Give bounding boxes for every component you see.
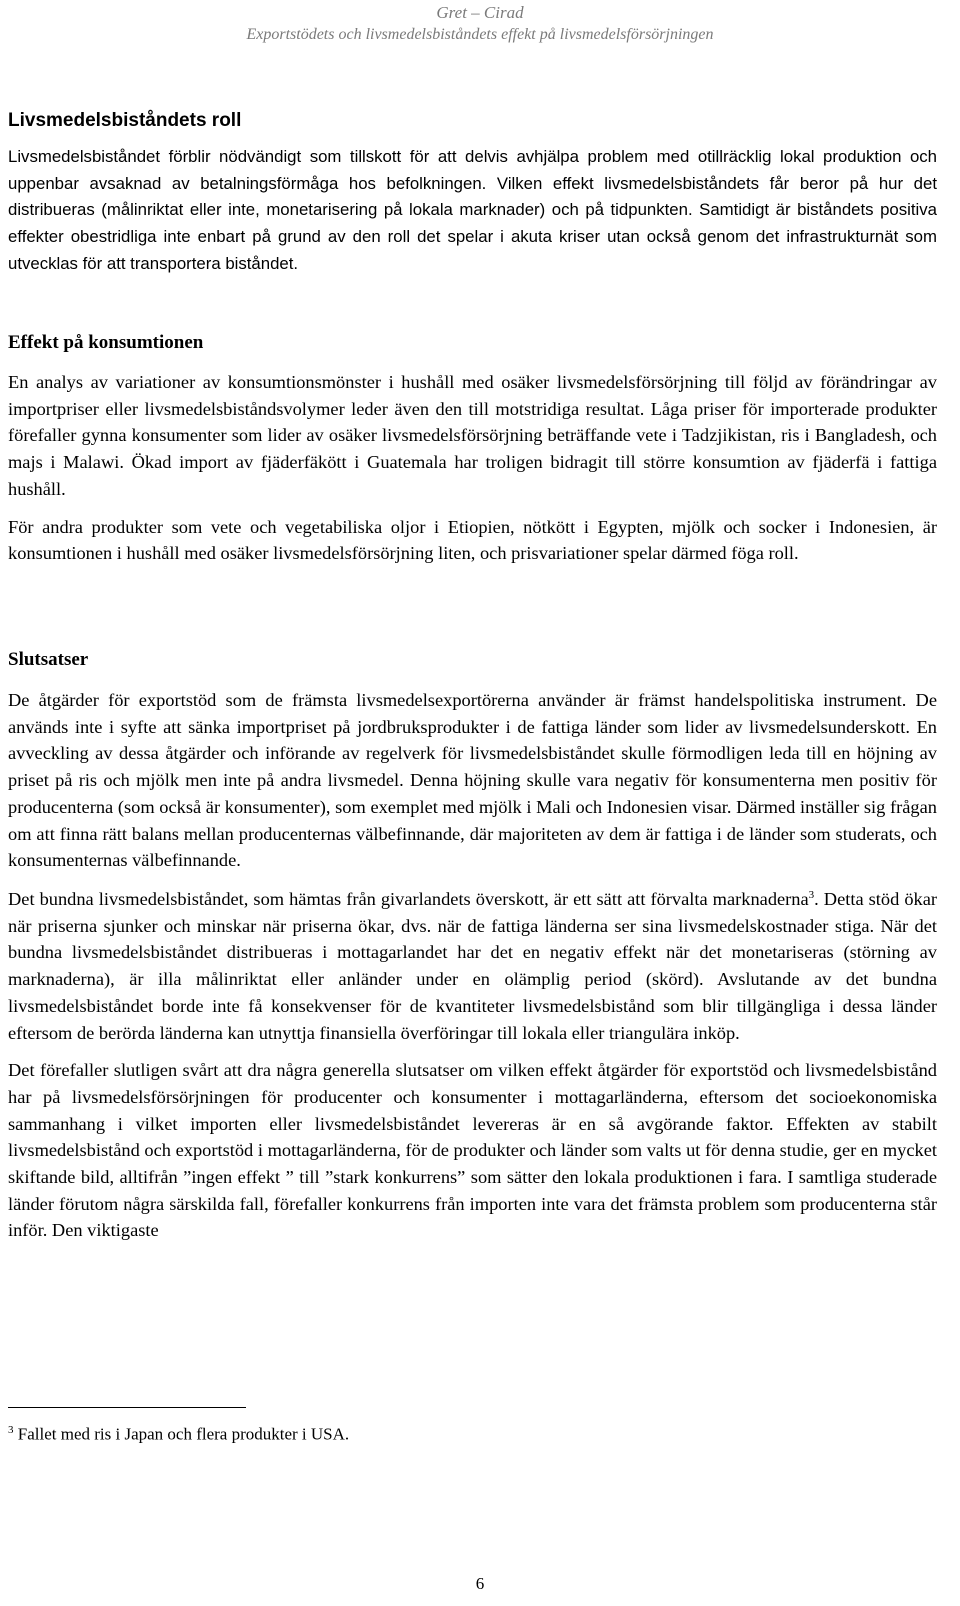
footnote-text: Fallet med ris i Japan och flera produkter i USA. bbox=[17, 1424, 350, 1444]
section-heading: Livsmedelsbiståndets roll bbox=[8, 110, 242, 131]
paragraph: De åtgärder för exportstöd som de främsta livsmedelsexportörerna använder är främst handelspolitiska instrument. De används inte i syfte att sänka importpriset på jordbruksprodukter i de fattiga länder som lider av livsmedelsunderskott. En avveckling av dessa åtgärder och införande av regelverk för livsmedelsbiståndet skulle förmodligen leda till en höjning av priset på ris och mjölk men inte på andra livsmedel. Denna höjning skulle vara negativ för konsumenterna men positiv för producenterna (som också är konsumenter), som exemplet med mjölk i Mali och Indonesien visar. Därmed inställer sig frågan om att finna rätt balans mellan producenternas välbefinnande, där majoriteten av dem är fattiga i de länder som studerats, och konsumenternas välbefinnande. bbox=[8, 690, 937, 871]
section-heading: Effekt på konsumtionen bbox=[8, 332, 204, 353]
paragraph bbox=[8, 882, 937, 1046]
footnote-reference: 3 bbox=[808, 888, 815, 901]
paragraph: Livsmedelsbiståndet förblir nödvändigt som tillskott för att delvis avhjälpa problem med otillräcklig lokal produktion och uppenbar avsaknad av betalningsförmåga hos befolkningen. Vilken effekt livsmedelsbiståndets får beror på hur det distribueras (målinriktat eller inte, monetarisering på lokala marknader) och på tidpunkten. Samtidigt är biståndets positiva effekter obestridliga inte enbart på grund av den roll det spelar i akuta kriser utan också genom det infrastrukturnät som utvecklas för att transportera biståndet. bbox=[8, 147, 937, 273]
section-konsumtion bbox=[8, 330, 937, 567]
footnote bbox=[8, 1424, 349, 1445]
section-heading: Slutsatser bbox=[8, 649, 89, 670]
paragraph-text: Det bundna livsmedelsbiståndet, som hämtas från givarlandets överskott, är ett sätt att förvalta marknaderna bbox=[8, 889, 809, 910]
footnote-divider bbox=[8, 1407, 246, 1408]
paragraph-text: . Detta stöd ökar när priserna sjunker och minskar när priserna ökar, dvs. när de fattiga länderna ser sina livsmedelskostnader stiga. När det bundna livsmedelsbiståndet distribueras i mottagarlandet har det en negativ effekt när det monetariseras (störning av marknaderna), är illa målinriktat eller anländer under en olämplig period (skörd). Avslutande av det bundna livsmedelsbiståndet borde inte få konsekvenser för de kvantiteter livsmedelsbistånd som blir tillgängliga i dessa länder eftersom de berörda länderna kan utnyttja finansiella överföringar till lokala eller triangulära inköp. bbox=[8, 889, 937, 1043]
paragraph: En analys av variationer av konsumtionsmönster i hushåll med osäker livsmedelsförsörjning till följd av förändringar av importpriser eller livsmedelsbiståndsvolymer leder även den till motstridiga resultat. Låga priser för importerade produkter förefaller gynna konsumenter som lider av osäker livsmedelsförsörjning beträffande vete i Tadzjikistan, ris i Bangladesh, och majs i Malawi. Ökad import av fjäderfäkött i Guatemala har troligen bidragit till större konsumtion av fjäderfä i fattiga hushåll. bbox=[8, 372, 937, 499]
footnote-marker: 3 bbox=[8, 1424, 14, 1436]
page-number: 6 bbox=[475, 1574, 485, 1593]
header-subtitle: Exportstödets och livsmedelsbiståndets effekt på livsmedelsförsörjningen bbox=[246, 26, 714, 43]
paragraph: För andra produkter som vete och vegetabiliska oljor i Etiopien, nötkött i Egypten, mjölk och socker i Indonesien, är konsumtionen i hushåll med osäker livsmedelsförsörjning liten, och prisvariationer spelar därmed föga roll. bbox=[8, 516, 937, 564]
header-title: Gret – Cirad bbox=[436, 3, 524, 22]
paragraph: Det förefaller slutligen svårt att dra några generella slutsatser om vilken effekt åtgärder för exportstöd och livsmedelsbistånd har på livsmedelsförsörjningen för producenter och konsumenter i mottagarländerna, eftersom det socioekonomiska sammanhang i vilket importen eller livsmedelsbiståndet levereras är en så avgörande faktor. Effekten av stabilt livsmedelsbistånd och exportstöd i mottagarländerna, för de produkter och länder som valts ut för denna studie, ger en mycket skiftande bild, alltifrån ”ingen effekt ” till ”stark konkurrens” som sätter den lokala produktionen i fara. I samtliga studerade länder förutom några särskilda fall, förefaller konkurrens från importen inte vara det främsta problem som producenterna står inför. Den viktigaste bbox=[8, 1060, 937, 1241]
running-header bbox=[0, 2, 960, 46]
section-roll bbox=[8, 108, 937, 278]
section-slutsatser bbox=[8, 647, 937, 1244]
